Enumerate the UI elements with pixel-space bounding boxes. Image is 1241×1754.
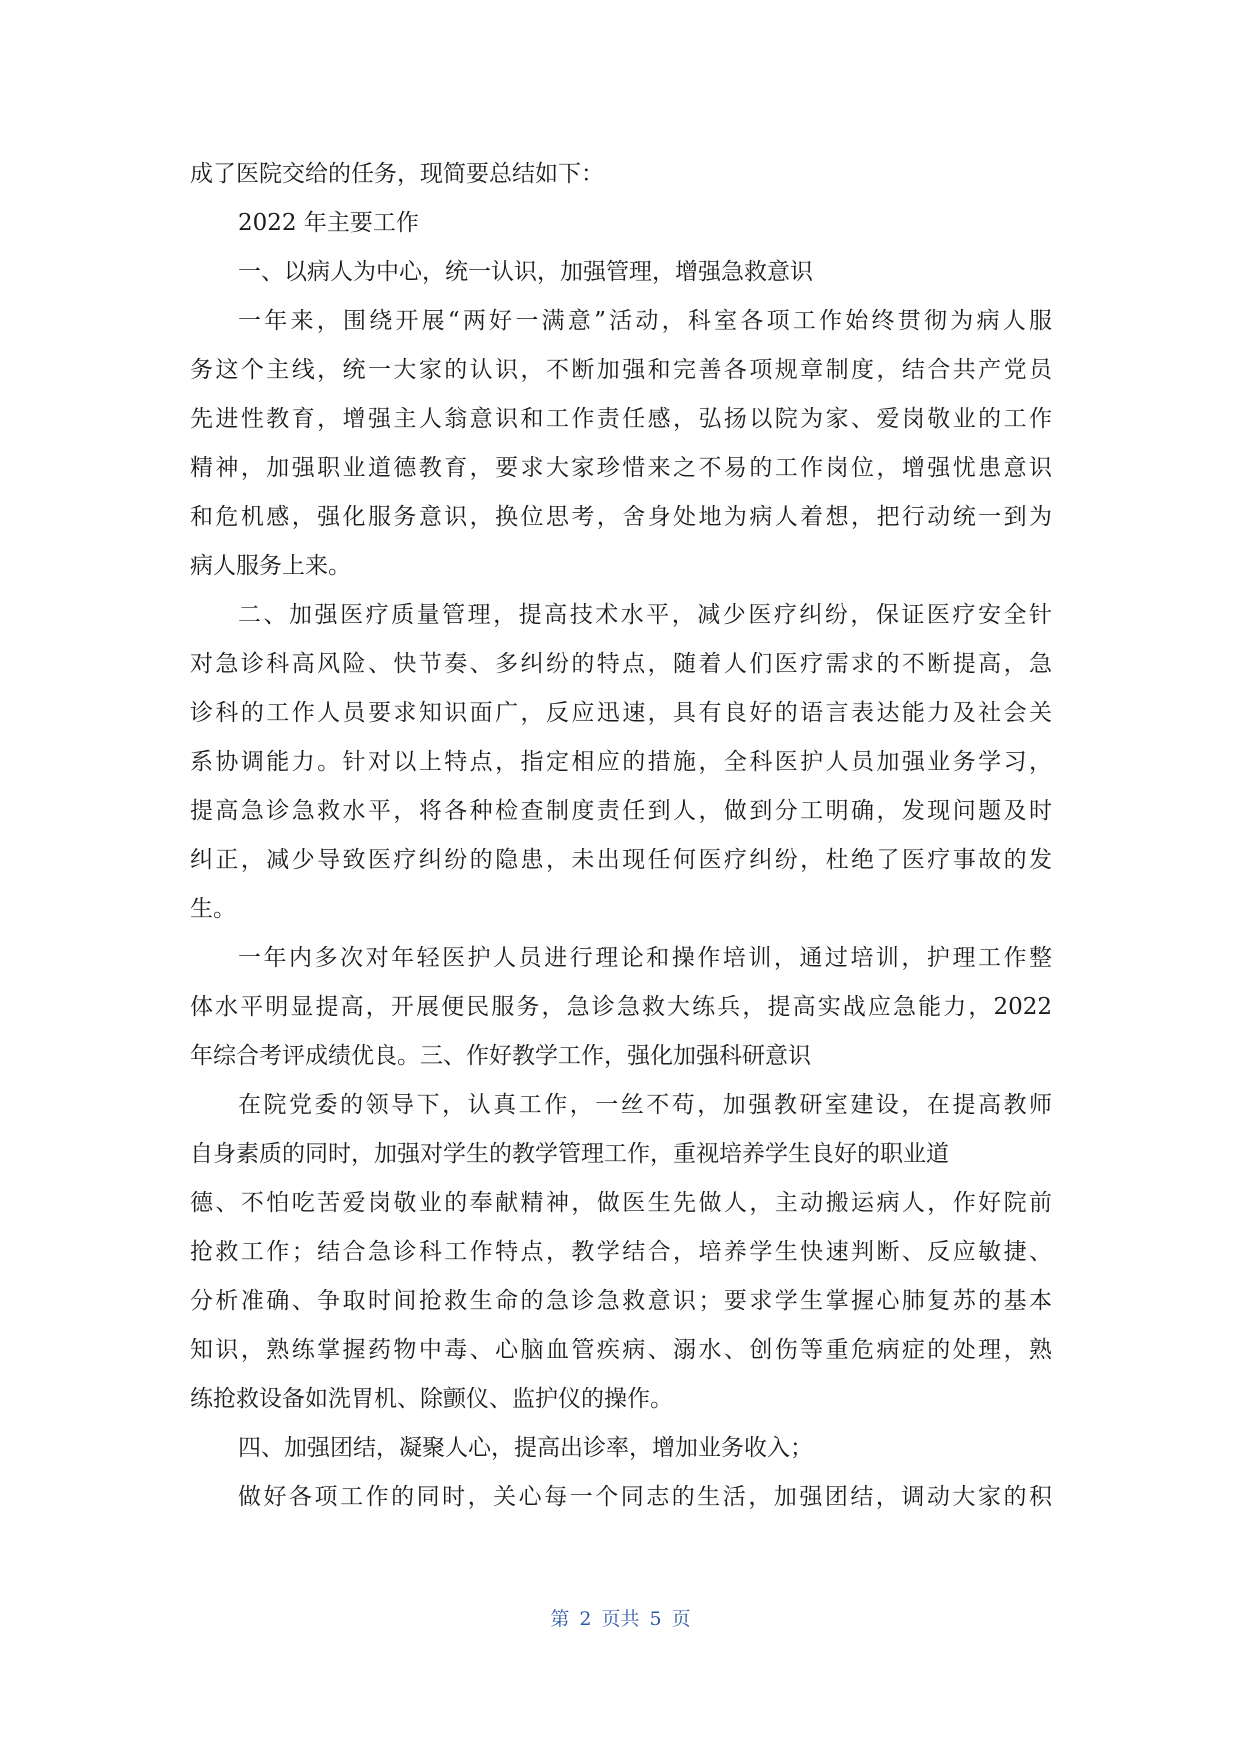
text-line: 在院党委的领导下，认真工作，一丝不苟，加强教研室建设，在提高教师 bbox=[238, 1092, 1052, 1118]
text-line: 德、不怕吃苦爱岗敬业的奉献精神，做医生先做人，主动搬运病人，作好院前 bbox=[190, 1190, 1052, 1216]
footer-suffix: 页 bbox=[671, 1608, 691, 1630]
text-line: 体水平明显提高，开展便民服务，急诊急救大练兵，提高实战应急能力，2022 bbox=[190, 994, 1052, 1020]
text-line: 一年内多次对年轻医护人员进行理论和操作培训，通过培训，护理工作整 bbox=[238, 945, 1052, 971]
text-line: 分析准确、争取时间抢救生命的急诊急救意识；要求学生掌握心肺复苏的基本 bbox=[190, 1288, 1052, 1314]
text-line: 和危机感，强化服务意识，换位思考，舍身处地为病人着想，把行动统一到为 bbox=[190, 504, 1052, 530]
footer-mid: 页共 bbox=[601, 1608, 640, 1630]
text-line: 2022 年主要工作 bbox=[238, 210, 419, 236]
text-line: 系协调能力。针对以上特点，指定相应的措施，全科医护人员加强业务学习， bbox=[190, 749, 1052, 775]
footer-prefix: 第 bbox=[550, 1608, 570, 1630]
text-line: 一年来，围绕开展“两好一满意”活动，科室各项工作始终贯彻为病人服 bbox=[238, 308, 1052, 334]
text-line: 病人服务上来。 bbox=[190, 553, 351, 579]
footer-total-pages: 5 bbox=[649, 1608, 662, 1630]
text-line: 对急诊科高风险、快节奏、多纠纷的特点，随着人们医疗需求的不断提高，急 bbox=[190, 651, 1052, 677]
text-line: 提高急诊急救水平，将各种检查制度责任到人，做到分工明确，发现问题及时 bbox=[190, 798, 1052, 824]
footer-current-page: 2 bbox=[579, 1608, 592, 1630]
text-line: 二、加强医疗质量管理，提高技术水平，减少医疗纠纷，保证医疗安全针 bbox=[238, 602, 1052, 628]
text-line: 纠正，减少导致医疗纠纷的隐患，未出现任何医疗纠纷，杜绝了医疗事故的发 bbox=[190, 847, 1052, 873]
text-line: 精神，加强职业道德教育，要求大家珍惜来之不易的工作岗位，增强忧患意识 bbox=[190, 455, 1052, 481]
text-line: 先进性教育，增强主人翁意识和工作责任感，弘扬以院为家、爱岗敬业的工作 bbox=[190, 406, 1052, 432]
text-line: 练抢救设备如洗胃机、除颤仪、监护仪的操作。 bbox=[190, 1386, 673, 1412]
text-line: 生。 bbox=[190, 896, 236, 922]
text-line: 一、以病人为中心，统一认识，加强管理，增强急救意识 bbox=[238, 259, 813, 285]
text-line: 成了医院交给的任务，现简要总结如下： bbox=[190, 161, 604, 187]
text-line: 抢救工作；结合急诊科工作特点，教学结合，培养学生快速判断、反应敏捷、 bbox=[190, 1239, 1052, 1265]
text-line: 知识，熟练掌握药物中毒、心脑血管疾病、溺水、创伤等重危病症的处理，熟 bbox=[190, 1337, 1052, 1363]
page-footer bbox=[0, 1604, 1241, 1631]
text-line: 年综合考评成绩优良。三、作好教学工作，强化加强科研意识 bbox=[190, 1043, 811, 1069]
text-line: 四、加强团结，凝聚人心，提高出诊率，增加业务收入； bbox=[238, 1435, 813, 1461]
text-line: 务这个主线，统一大家的认识，不断加强和完善各项规章制度，结合共产党员 bbox=[190, 357, 1052, 383]
text-line: 诊科的工作人员要求知识面广，反应迅速，具有良好的语言表达能力及社会关 bbox=[190, 700, 1052, 726]
document-body bbox=[190, 150, 1052, 1522]
text-line: 自身素质的同时，加强对学生的教学管理工作，重视培养学生良好的职业道 bbox=[190, 1141, 949, 1167]
text-line: 做好各项工作的同时，关心每一个同志的生活，加强团结，调动大家的积 bbox=[238, 1484, 1052, 1510]
